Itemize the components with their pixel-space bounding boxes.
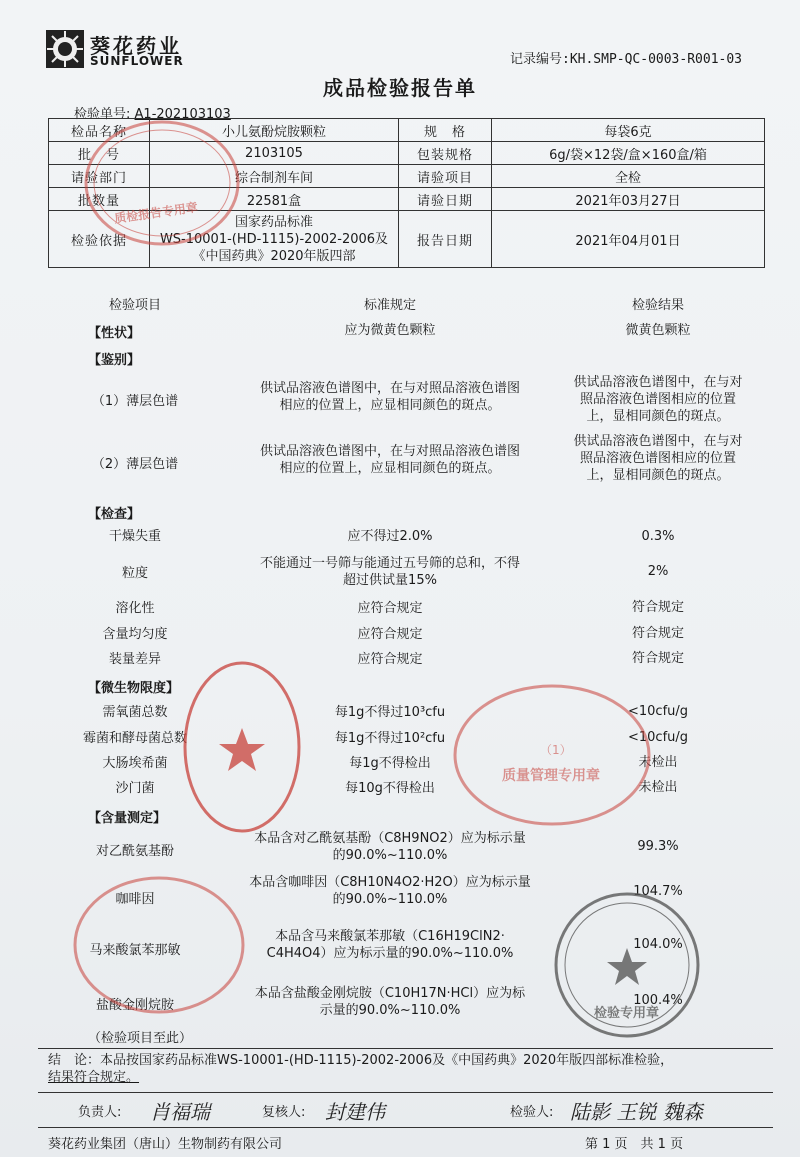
uniformity-item: 含量均匀度 bbox=[102, 627, 168, 642]
solubility-item: 溶化性 bbox=[115, 601, 155, 616]
section-microbial: 【微生物限度】 bbox=[88, 681, 180, 696]
text-line: 不能通过一号筛与能通过五号筛的总和，不得 bbox=[259, 556, 520, 571]
solubility-result: 符合规定 bbox=[631, 600, 684, 615]
dry-result: 0.3% bbox=[641, 529, 675, 544]
text-line: 本品含马来酸氯苯那敏（C16H19ClN2· bbox=[275, 929, 505, 944]
aerobic-result: <10cfu/g bbox=[627, 704, 689, 719]
company-seal-2 bbox=[72, 875, 247, 1015]
tlc1-result bbox=[548, 374, 768, 425]
amant-item: 盐酸金刚烷胺 bbox=[95, 998, 174, 1013]
review-signature: 封建伟 bbox=[325, 1100, 385, 1124]
chlor-item: 马来酸氯苯那敏 bbox=[89, 943, 181, 958]
salmonella-item: 沙门菌 bbox=[115, 781, 155, 796]
footer-company: 葵花药业集团（唐山）生物制药有限公司 bbox=[48, 1137, 283, 1152]
text-line: 本品含咖啡因（C8H10N4O2·H2O）应为标示量 bbox=[249, 875, 531, 890]
quantity-value: 22581盒 bbox=[150, 188, 399, 211]
seal-text: 检验专用章 bbox=[594, 1006, 660, 1021]
seal-graphic bbox=[72, 875, 247, 1015]
apap-result: 99.3% bbox=[637, 839, 679, 854]
tlc2-result bbox=[548, 433, 768, 484]
dry-standard: 应不得过2.0% bbox=[347, 529, 433, 544]
fill-result: 符合规定 bbox=[631, 651, 684, 666]
chlor-standard bbox=[225, 928, 555, 962]
request-item-value: 全检 bbox=[492, 165, 765, 188]
text-line: 照品溶液色谱图相应的位置 bbox=[579, 451, 736, 466]
apap-item: 对乙酰氨基酚 bbox=[95, 844, 174, 859]
text-line: 供试品溶液色谱图中，在与对照品溶液色谱图 bbox=[259, 444, 520, 459]
granule-standard bbox=[225, 555, 555, 589]
uniformity-standard: 应符合规定 bbox=[357, 627, 423, 642]
batch-label: 批 号 bbox=[49, 142, 150, 165]
column-header-result: 检验结果 bbox=[631, 298, 684, 313]
text-line: 的90.0%~110.0% bbox=[332, 848, 448, 863]
chlor-result: 104.0% bbox=[633, 937, 683, 952]
batch-value: 2103105 bbox=[150, 142, 399, 165]
column-header-item: 检验项目 bbox=[108, 298, 161, 313]
aerobic-item: 需氧菌总数 bbox=[102, 705, 168, 720]
head-signature: 肖福瑞 bbox=[150, 1100, 210, 1124]
conclusion bbox=[48, 1052, 778, 1086]
traits-result: 微黄色颗粒 bbox=[625, 323, 691, 338]
caffeine-result: 104.7% bbox=[633, 884, 683, 899]
divider bbox=[38, 1127, 773, 1128]
tlc2-standard bbox=[225, 443, 555, 477]
text-line: 上，显相同颜色的斑点。 bbox=[586, 468, 730, 483]
column-header-standard: 标准规定 bbox=[363, 298, 416, 313]
seal-graphic bbox=[82, 118, 242, 248]
review-label: 复核人: bbox=[262, 1105, 306, 1120]
amant-standard bbox=[225, 985, 555, 1019]
ecoli-result: 未检出 bbox=[638, 755, 678, 770]
inspector-label: 检验人: bbox=[510, 1105, 554, 1120]
quality-report-seal bbox=[82, 118, 242, 248]
text-line: 上，显相同颜色的斑点。 bbox=[586, 409, 730, 424]
text-line: 供试品溶液色谱图中，在与对 bbox=[573, 434, 743, 449]
record-number-value: KH.SMP-QC-0003-R001-03 bbox=[569, 52, 742, 67]
mold-standard: 每1g不得过10²cfu bbox=[334, 731, 446, 746]
request-date-value: 2021年03月27日 bbox=[492, 188, 765, 211]
traits-standard: 应为微黄色颗粒 bbox=[344, 323, 436, 338]
tlc1-standard bbox=[225, 380, 555, 414]
granule-item: 粒度 bbox=[121, 566, 148, 581]
caffeine-item: 咖啡因 bbox=[115, 892, 155, 907]
seal-text: 质量管理专用章 bbox=[502, 768, 600, 784]
section-checks: 【检查】 bbox=[88, 507, 141, 522]
ecoli-item: 大肠埃希菌 bbox=[102, 756, 168, 771]
conclusion-line: 结果符合规定。 bbox=[48, 1070, 140, 1085]
section-traits: 【性状】 bbox=[88, 326, 141, 341]
text-line: 本品含盐酸金刚烷胺（C10H17N·HCl）应为标 bbox=[254, 986, 526, 1001]
dept-label: 请验部门 bbox=[49, 165, 150, 188]
items-end-note: （检验项目至此） bbox=[88, 1031, 193, 1046]
inspection-number-label: 检验单号: bbox=[74, 107, 131, 122]
text-line: 相应的位置上，应显相同颜色的斑点。 bbox=[279, 461, 501, 476]
text-line: 超过供试量15% bbox=[343, 573, 437, 588]
text-line: 照品溶液色谱图相应的位置 bbox=[579, 392, 736, 407]
divider bbox=[38, 1048, 773, 1049]
section-identification: 【鉴别】 bbox=[88, 353, 141, 368]
salmonella-result: 未检出 bbox=[638, 780, 678, 795]
granule-result: 2% bbox=[647, 564, 669, 579]
caffeine-standard bbox=[225, 874, 555, 908]
request-date-label: 请验日期 bbox=[399, 188, 492, 211]
logo-english-name: SUNFLOWER bbox=[90, 54, 184, 68]
text-line: 的90.0%~110.0% bbox=[332, 892, 448, 907]
text-line: C4H4O4）应为标示量的90.0%~110.0% bbox=[266, 946, 514, 961]
dept-value: 综合制剂车间 bbox=[150, 165, 399, 188]
text-line: 相应的位置上，应显相同颜色的斑点。 bbox=[279, 398, 501, 413]
inspection-seal bbox=[552, 890, 702, 1040]
section-assay: 【含量测定】 bbox=[88, 811, 167, 826]
spec-label: 规 格 bbox=[399, 119, 492, 142]
text-line: 示量的90.0%~110.0% bbox=[319, 1003, 461, 1018]
dry-item: 干燥失重 bbox=[108, 529, 161, 544]
logo-chinese-name: 葵花药业 bbox=[90, 34, 182, 58]
request-item-label: 请验项目 bbox=[399, 165, 492, 188]
text-line: 供试品溶液色谱图中，在与对 bbox=[573, 375, 743, 390]
tlc2-item: （2）薄层色谱 bbox=[91, 457, 179, 472]
product-value: 小儿氨酚烷胺颗粒 bbox=[150, 119, 399, 142]
basis-line: 国家药品标准 bbox=[234, 214, 313, 230]
text-line: 本品含对乙酰氨基酚（C8H9NO2）应为标示量 bbox=[254, 831, 526, 846]
company-logo bbox=[46, 30, 221, 70]
tlc1-item: （1）薄层色谱 bbox=[91, 394, 179, 409]
pack-value: 6g/袋×12袋/盒×160盒/箱 bbox=[492, 142, 765, 165]
spec-value: 每袋6克 bbox=[492, 119, 765, 142]
uniformity-result: 符合规定 bbox=[631, 626, 684, 641]
report-date-value: 2021年04月01日 bbox=[492, 211, 765, 268]
text-line: 供试品溶液色谱图中，在与对照品溶液色谱图 bbox=[259, 381, 520, 396]
apap-standard bbox=[225, 830, 555, 864]
salmonella-standard: 每10g不得检出 bbox=[345, 781, 435, 796]
footer-page: 第 1 页 共 1 页 bbox=[585, 1137, 684, 1152]
quantity-label: 批数量 bbox=[49, 188, 150, 211]
basis-label: 检验依据 bbox=[49, 211, 150, 268]
mold-item: 霉菌和酵母菌总数 bbox=[82, 731, 187, 746]
inspection-number-value: A1-202103103 bbox=[134, 107, 231, 122]
aerobic-standard: 每1g不得过10³cfu bbox=[334, 705, 446, 720]
amant-result: 100.4% bbox=[633, 993, 683, 1008]
page-title: 成品检验报告单 bbox=[323, 76, 477, 100]
record-number-label: 记录编号: bbox=[509, 52, 570, 67]
inspector-signature: 陆影 王锐 魏森 bbox=[570, 1100, 703, 1124]
product-label: 检品名称 bbox=[49, 119, 150, 142]
basis-line: 《中国药典》2020年版四部 bbox=[192, 248, 356, 264]
pack-label: 包装规格 bbox=[399, 142, 492, 165]
qm-seal bbox=[452, 683, 652, 828]
seal-number: （1） bbox=[540, 743, 572, 757]
record-number bbox=[510, 48, 742, 67]
sunflower-logo-icon bbox=[46, 30, 84, 68]
fill-standard: 应符合规定 bbox=[357, 652, 423, 667]
fill-item: 装量差异 bbox=[108, 652, 161, 667]
solubility-standard: 应符合规定 bbox=[357, 601, 423, 616]
mold-result: <10cfu/g bbox=[627, 730, 689, 745]
seal-text: 质检报告专用章 bbox=[113, 200, 199, 226]
company-seal bbox=[182, 660, 302, 835]
head-label: 负责人: bbox=[78, 1105, 122, 1120]
conclusion-line: 结 论：本品按国家药品标准WS-10001-(HD-1115)-2002-2006及《中国药典》2020年版四部标准检验， bbox=[48, 1053, 674, 1068]
report-date-label: 报告日期 bbox=[399, 211, 492, 268]
ecoli-standard: 每1g不得检出 bbox=[349, 756, 431, 771]
basis-line: WS-10001-(HD-1115)-2002-2006及 bbox=[159, 231, 389, 247]
divider bbox=[38, 1092, 773, 1093]
seal-star-graphic bbox=[182, 660, 302, 835]
